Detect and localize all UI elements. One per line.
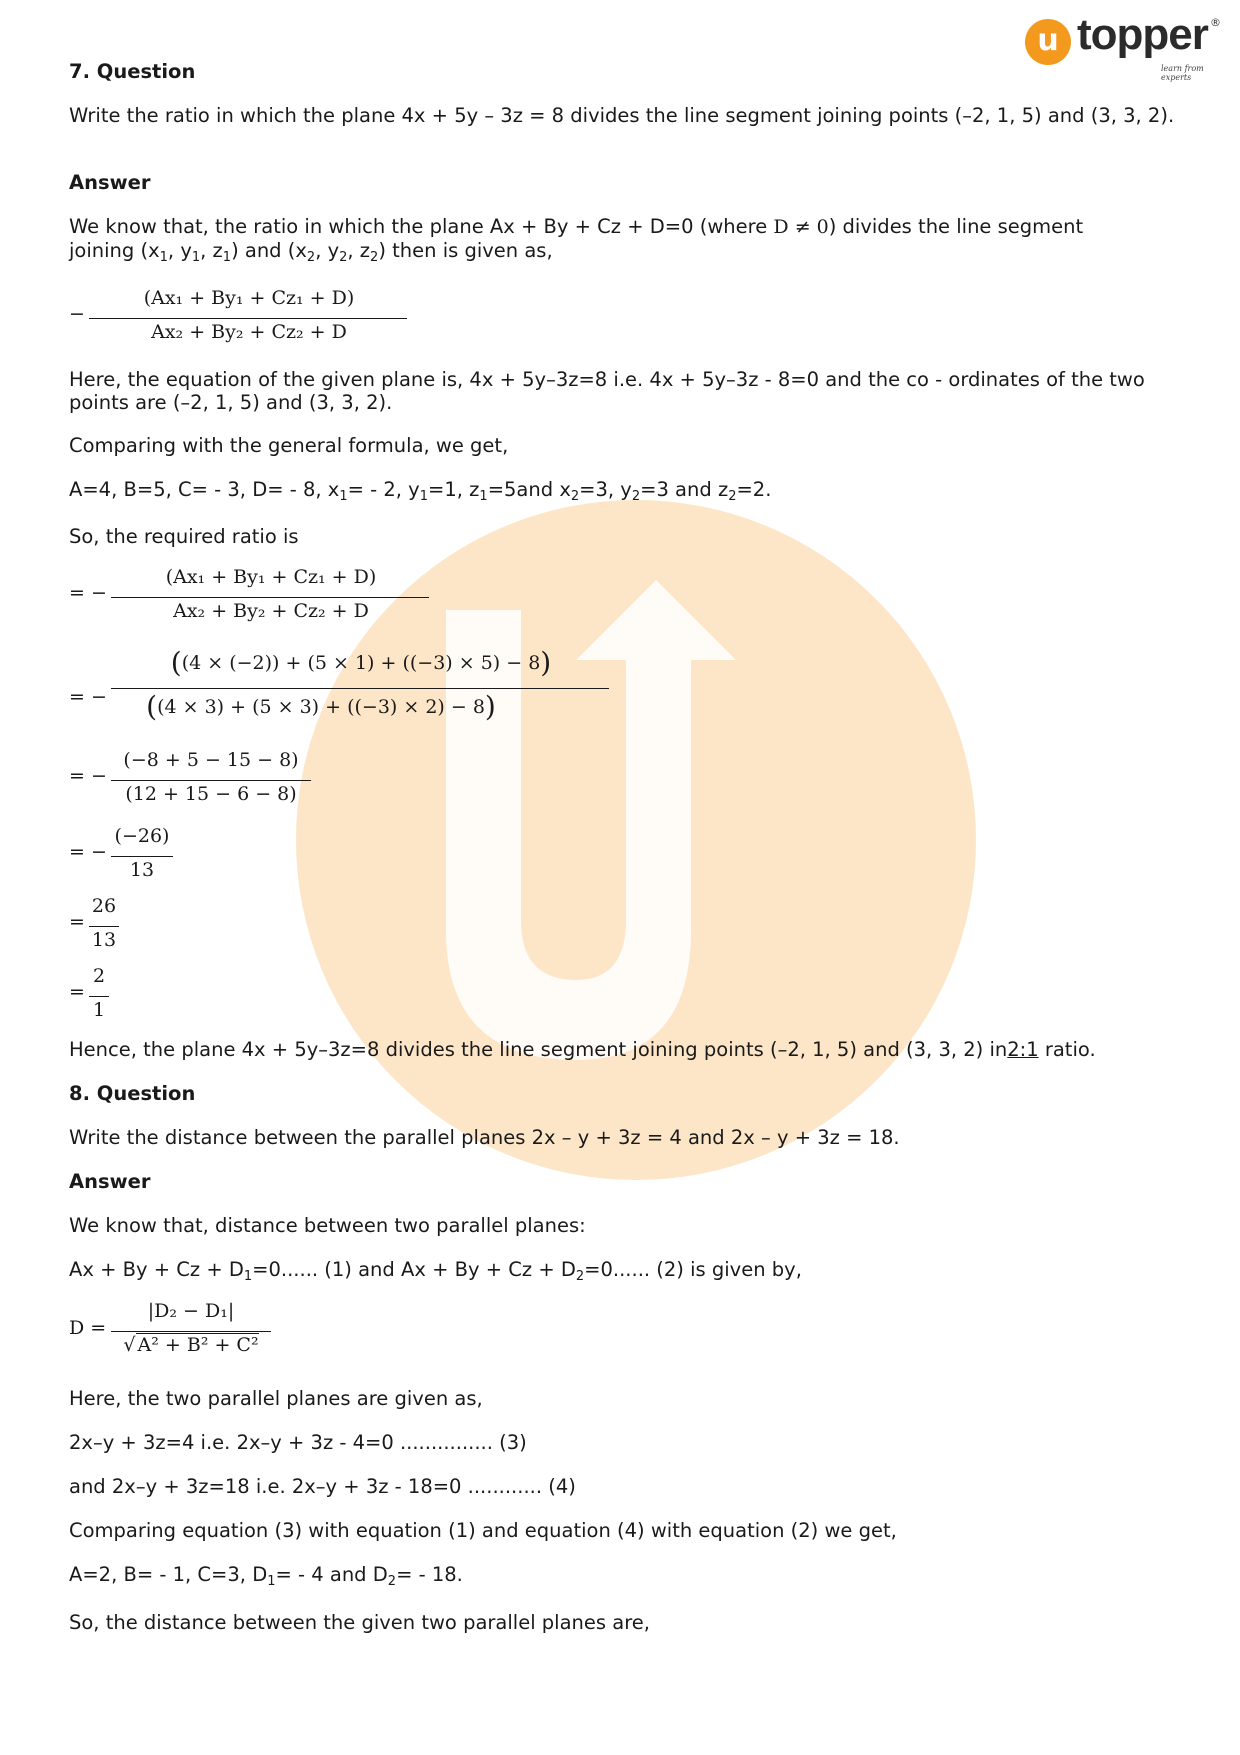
brand-mark-icon: u — [1025, 19, 1071, 65]
q8-answer-heading: Answer — [69, 1170, 151, 1193]
q8-eq4: and 2x–y + 3z=18 i.e. 2x–y + 3z - 18=0 ............ (4) — [69, 1475, 576, 1498]
q7-here: Here, the equation of the given plane is, 4x + 5y–3z=8 i.e. 4x + 5y–3z - 8=0 and the co - ordinates of the two points are (–2, 1, 5) and (3, 3, 2). — [69, 368, 1145, 414]
q8-heading: 8. Question — [69, 1082, 196, 1105]
registered-mark: ® — [1210, 16, 1221, 29]
q8-planes: $Ax + By + Cz + D_1=0$...... (1) and $Ax + By + Cz + D_2=0$...... (2) is given by, — [69, 1258, 802, 1284]
q7-intro: We know that, the ratio in which the plane Ax + By + Cz + D=0 (where D ≠ 0) divides the line segment joining ($x_1$, $y_1$, $z_1$) and ($x_2$, $y_2$, $z_2$) then is given as, — [69, 215, 1084, 265]
q7-so: So, the required ratio is — [69, 525, 299, 548]
q7-question: Write the ratio in which the plane 4x + 5y – 3z = 8 divides the line segment joining points (–2, 1, 5) and (3, 3, 2). — [69, 104, 1175, 127]
q7-answer-heading: Answer — [69, 171, 151, 194]
q8-question: Write the distance between the parallel planes 2x – y + 3z = 4 and 2x – y + 3z = 18. — [69, 1126, 900, 1149]
q7-heading: 7. Question — [69, 60, 196, 83]
q8-so: So, the distance between the given two parallel planes are, — [69, 1611, 651, 1634]
q8-here: Here, the two parallel planes are given as, — [69, 1387, 483, 1410]
condition-d-nonzero: D ≠ 0 — [773, 216, 829, 238]
brand-logo — [1025, 10, 1225, 82]
q8-eq3: 2x–y + 3z=4 i.e. 2x–y + 3z - 4=0 ............... (3) — [69, 1431, 527, 1454]
q7-values: A=4, B=5, C= - 3, D= - 8, $x_1= - 2$, $y_1=1$, $z_1=5and$ $x_2=3$, $y_2=3$ and $z_2=2$. — [69, 478, 772, 504]
brand-name: topper — [1077, 10, 1208, 59]
q7-comparing: Comparing with the general formula, we get, — [69, 434, 509, 457]
ratio-answer: 2:1 — [1007, 1038, 1039, 1061]
q8-intro: We know that, distance between two parallel planes: — [69, 1214, 586, 1237]
q8-values: A=2, B= - 1, C=3, $D_1= - 4$ and $D_2= - 18$. — [69, 1563, 463, 1589]
q8-comparing: Comparing equation (3) with equation (1) and equation (4) with equation (2) we get, — [69, 1519, 897, 1542]
brand-tagline: learn from experts — [1161, 64, 1204, 82]
q7-conclusion: Hence, the plane 4x + 5y–3z=8 divides the line segment joining points (–2, 1, 5) and (3, 3, 2) in2:1 ratio. — [69, 1038, 1096, 1061]
